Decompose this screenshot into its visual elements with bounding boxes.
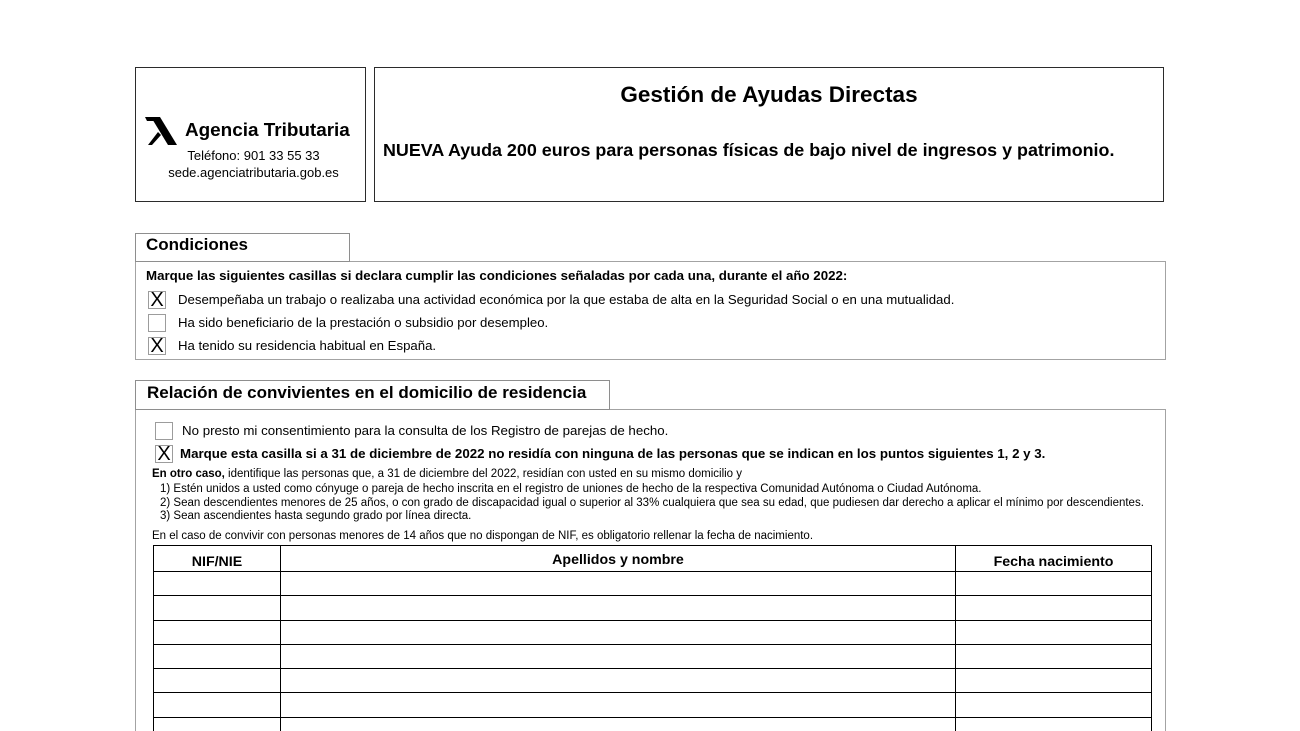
table-row (154, 645, 1151, 669)
name-cell[interactable] (281, 596, 956, 619)
condition-checkbox[interactable] (148, 337, 166, 355)
birthdate-cell[interactable] (956, 645, 1151, 668)
birthdate-note: En el caso de convivir con personas menores de 14 años que no dispongan de NIF, es obligatorio rellenar la fecha de nacimiento. (152, 530, 814, 542)
table-row (154, 596, 1151, 620)
conditions-instruction: Marque las siguientes casillas si declara cumplir las condiciones señaladas por cada una, durante el año 2022: (146, 268, 848, 283)
name-cell[interactable] (281, 572, 956, 595)
name-cell[interactable] (281, 693, 956, 716)
table-row (154, 572, 1151, 596)
name-cell[interactable] (281, 621, 956, 644)
birthdate-cell[interactable] (956, 596, 1151, 619)
nif-cell[interactable] (154, 645, 281, 668)
cohabitants-points (160, 483, 1144, 524)
condition-label: Ha tenido su residencia habitual en España. (178, 338, 437, 353)
column-header-birthdate: Fecha nacimiento (993, 554, 1114, 570)
agencia-tributaria-logo-icon (145, 117, 177, 145)
nif-cell[interactable] (154, 621, 281, 644)
nif-cell[interactable] (154, 693, 281, 716)
no-cohabitants-option (155, 445, 1045, 463)
table-row (154, 693, 1151, 717)
no-cohabitants-label: Marque esta casilla si a 31 de diciembre de 2022 no residía con ninguna de las personas que se indican en los puntos siguientes 1, 2 y 3. (180, 446, 1046, 461)
birthdate-cell[interactable] (956, 621, 1151, 644)
name-cell[interactable] (281, 669, 956, 692)
nif-cell[interactable] (154, 596, 281, 619)
table-row (154, 621, 1151, 645)
name-cell[interactable] (281, 645, 956, 668)
name-cell[interactable] (281, 718, 956, 731)
cohabitant-point: 2) Sean descendientes menores de 25 años, o con grado de discapacidad igual o superior al 33% cualquiera que sea su edad, que pudiesen dar derecho a aplicar el mínimo por descendientes. (160, 496, 1144, 509)
cohabitants-table (153, 545, 1152, 731)
conditions-heading: Condiciones (135, 233, 350, 262)
birthdate-cell[interactable] (956, 693, 1151, 716)
checkbox-mark: X (150, 335, 164, 357)
table-header-row (154, 546, 1151, 572)
cohabitant-point: 1) Estén unidos a usted como cónyuge o pareja de hecho inscrita en el registro de uniones de hecho de la respectiva Comunidad Autónoma o Ciudad Autónoma. (160, 483, 982, 495)
cohabitants-panel (135, 409, 1166, 731)
nif-cell[interactable] (154, 669, 281, 692)
consent-label: No presto mi consentimiento para la consulta de los Registro de parejas de hecho. (182, 423, 669, 438)
condition-item (148, 314, 548, 332)
document-subtitle: NUEVA Ayuda 200 euros para personas físicas de bajo nivel de ingresos y patrimonio. (383, 140, 1115, 160)
condition-checkbox[interactable] (148, 314, 166, 332)
nif-cell[interactable] (154, 572, 281, 595)
cohabitants-intro (152, 468, 742, 481)
cohabitants-intro-text: identifique las personas que, a 31 de diciembre del 2022, residían con usted en su mismo domicilio y (224, 468, 743, 480)
checkbox-mark: X (150, 289, 164, 311)
nif-cell[interactable] (154, 718, 281, 731)
agency-logo-box (135, 67, 366, 202)
consent-option (155, 422, 668, 440)
checkbox-mark: X (157, 443, 171, 465)
birthdate-cell[interactable] (956, 718, 1151, 731)
condition-label: Desempeñaba un trabajo o realizaba una actividad económica por la que estaba de alta en la Seguridad Social o en una mutualidad. (178, 292, 955, 307)
cohabitants-heading: Relación de convivientes en el domicilio de residencia (135, 380, 610, 410)
conditions-panel (135, 261, 1166, 360)
cohabitant-point: 3) Sean ascendientes hasta segundo grado por línea directa. (160, 510, 472, 522)
birthdate-cell[interactable] (956, 572, 1151, 595)
condition-label: Ha sido beneficiario de la prestación o subsidio por desempleo. (178, 315, 549, 330)
agency-website: sede.agenciatributaria.gob.es (168, 165, 339, 180)
cohabitants-intro-bold: En otro caso, (152, 468, 225, 480)
no-cohabitants-checkbox[interactable] (155, 445, 173, 463)
document-title: Gestión de Ayudas Directas (620, 82, 918, 107)
condition-item (148, 337, 436, 355)
birthdate-cell[interactable] (956, 669, 1151, 692)
agency-name: Agencia Tributaria (185, 120, 350, 141)
document-title-box (374, 67, 1164, 202)
table-row (154, 718, 1151, 731)
agency-phone: Teléfono: 901 33 55 33 (187, 148, 320, 163)
condition-checkbox[interactable] (148, 291, 166, 309)
column-header-nif: NIF/NIE (154, 546, 281, 571)
consent-checkbox[interactable] (155, 422, 173, 440)
condition-item (148, 291, 954, 309)
table-row (154, 669, 1151, 693)
column-header-name: Apellidos y nombre (281, 546, 956, 571)
